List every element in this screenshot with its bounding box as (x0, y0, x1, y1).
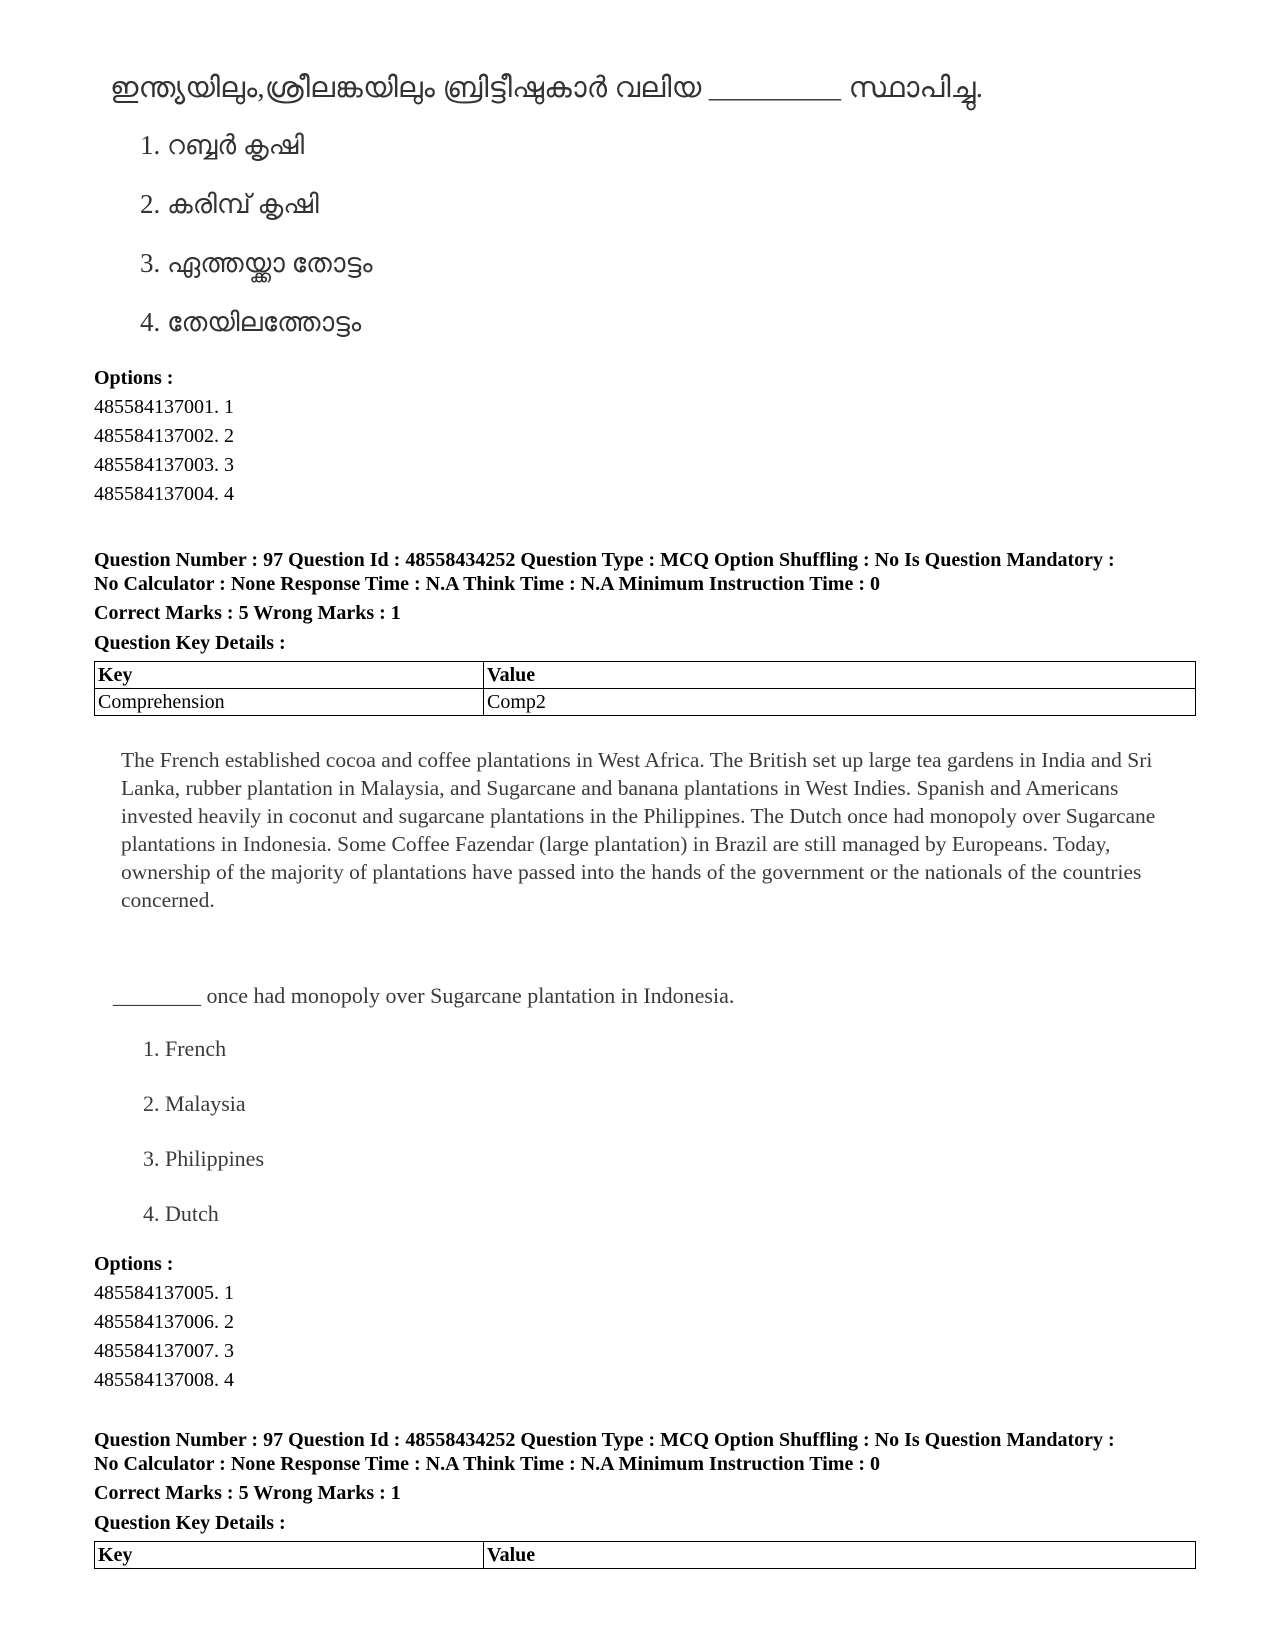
table-header-value: Value (484, 1542, 1196, 1569)
key-details-table (94, 661, 1196, 716)
choice-item: 1. റബ്ബർ കൃഷി (140, 130, 305, 160)
choice-item: 4. Dutch (143, 1201, 219, 1226)
options-list (94, 1250, 234, 1395)
choice-item: 1. French (143, 1036, 227, 1061)
meta-line: Question Number : 97 Question Id : 48558434252 Question Type : MCQ Option Shuffling : No Is Question Mandatory : (94, 1429, 1115, 1451)
options-label: Options : (94, 367, 174, 389)
meta-line: No Calculator : None Response Time : N.A Think Time : N.A Minimum Instruction Time : 0 (94, 573, 880, 595)
marks-line: Correct Marks : 5 Wrong Marks : 1 (94, 602, 401, 624)
option-item: 485584137001. 1 (94, 396, 234, 418)
table-header-key: Key (95, 662, 484, 689)
question-choices (140, 130, 373, 366)
option-item: 485584137002. 2 (94, 425, 234, 447)
table-row (95, 689, 1196, 716)
question-meta (94, 548, 1204, 655)
question-meta (94, 1428, 1204, 1535)
option-item: 485584137007. 3 (94, 1340, 234, 1362)
table-header-value: Value (484, 662, 1196, 689)
option-item: 485584137004. 4 (94, 483, 234, 505)
choice-item: 3. ഏത്തയ്ക്കാ തോട്ടം (140, 248, 373, 278)
option-item: 485584137003. 3 (94, 454, 234, 476)
question-stem: ________ once had monopoly over Sugarcane plantation in Indonesia. (113, 983, 735, 1008)
choice-item: 2. Malaysia (143, 1091, 246, 1116)
marks-line: Correct Marks : 5 Wrong Marks : 1 (94, 1482, 401, 1504)
table-cell-key: Comprehension (95, 689, 484, 716)
table-header-key: Key (95, 1542, 484, 1569)
choice-item: 2. കരിമ്പ് കൃഷി (140, 189, 319, 219)
options-label: Options : (94, 1253, 174, 1275)
table-row (95, 1542, 1196, 1569)
table-cell-value: Comp2 (484, 689, 1196, 716)
key-details-table (94, 1541, 1196, 1569)
option-item: 485584137005. 1 (94, 1282, 234, 1304)
choice-item: 4. തേയിലത്തോട്ടം (140, 307, 362, 337)
meta-line: No Calculator : None Response Time : N.A Think Time : N.A Minimum Instruction Time : 0 (94, 1453, 880, 1475)
key-details-label: Question Key Details : (94, 1512, 286, 1534)
choice-item: 3. Philippines (143, 1146, 265, 1171)
table-row (95, 662, 1196, 689)
meta-line: Question Number : 97 Question Id : 48558434252 Question Type : MCQ Option Shuffling : No Is Question Mandatory : (94, 549, 1115, 571)
question-stem: ഇന്ത്യയിലും,ശ്രീലങ്കയിലും ബ്രിട്ടീഷുകാർ വലിയ _________ സ്ഥാപിച്ചു. (110, 72, 984, 104)
comprehension-passage: The French established cocoa and coffee plantations in West Africa. The British set up large tea gardens in India and Sri Lanka, rubber plantation in Malaysia, and Sugarcane and banana plantations in West Indies. Spanish and Americans invested heavily in coconut and sugarcane plantations in the Philippines. The Dutch once had monopoly over Sugarcane plantations in Indonesia. Some Coffee Fazendar (large plantation) in Brazil are still managed by Europeans. Today, ownership of the majority of plantations have passed into the hands of the government or the nationals of the countries concerned. (121, 748, 1156, 912)
option-item: 485584137008. 4 (94, 1369, 234, 1391)
option-item: 485584137006. 2 (94, 1311, 234, 1333)
key-details-label: Question Key Details : (94, 632, 286, 654)
question-choices (143, 1036, 264, 1256)
options-list (94, 364, 234, 509)
